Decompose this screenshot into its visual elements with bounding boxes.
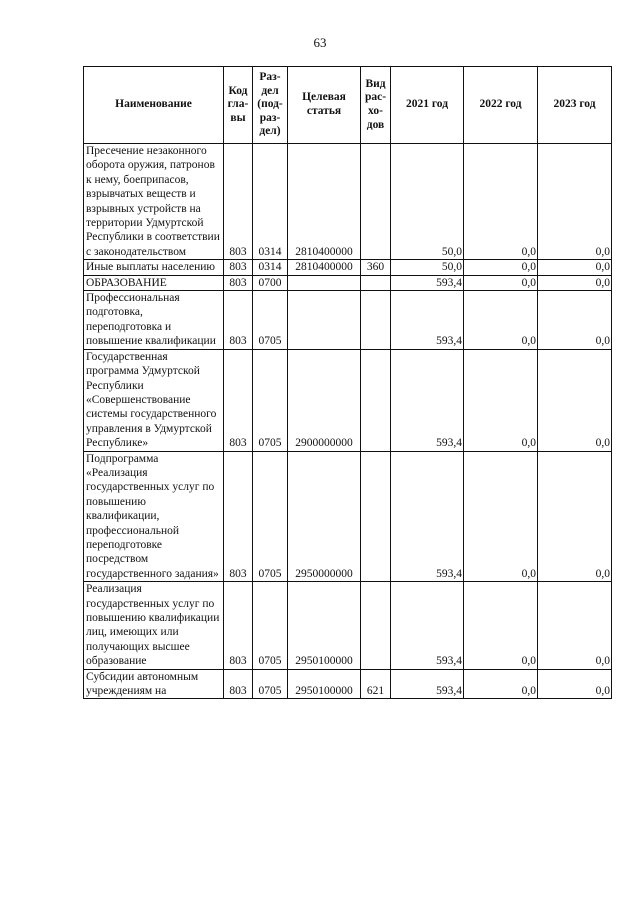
row-name: Подпрограмма «Реализация государственных услуг по повышению квалификации, профессиональной переподготовке посредством государственного задания»	[84, 451, 224, 582]
header-target-article: Целевая статья	[288, 67, 361, 144]
row-name: Пресечение незаконного оборота оружия, патронов к нему, боеприпасов, взрывчатых веществ и взрывных устройств на территории Удмуртской Республики в соответствии с законодательством	[84, 144, 224, 260]
row-target-article: 2810400000	[288, 260, 361, 275]
row-expense-kind	[361, 582, 391, 669]
row-expense-kind	[361, 275, 391, 290]
row-2021: 593,4	[391, 451, 464, 582]
header-chapter-code: Код гла- вы	[224, 67, 253, 144]
row-2022: 0,0	[464, 349, 538, 451]
row-expense-kind	[361, 349, 391, 451]
table-row	[84, 349, 612, 451]
row-name: Реализация государственных услуг по повышению квалификации лиц, имеющих или получающих высшее образование	[84, 582, 224, 669]
row-chapter-code: 803	[224, 260, 253, 275]
row-target-article: 2810400000	[288, 144, 361, 260]
row-2022: 0,0	[464, 669, 538, 699]
row-2023: 0,0	[538, 275, 612, 290]
row-target-article: 2950000000	[288, 451, 361, 582]
table-row	[84, 275, 612, 290]
row-2023: 0,0	[538, 291, 612, 350]
row-section: 0705	[253, 349, 288, 451]
row-name: Иные выплаты населению	[84, 260, 224, 275]
table-row	[84, 451, 612, 582]
row-target-article: 2950100000	[288, 669, 361, 699]
header-2023: 2023 год	[538, 67, 612, 144]
row-expense-kind	[361, 451, 391, 582]
row-expense-kind: 621	[361, 669, 391, 699]
row-chapter-code: 803	[224, 275, 253, 290]
row-name: Субсидии автономным учреждениям на	[84, 669, 224, 699]
table-row	[84, 669, 612, 699]
row-expense-kind	[361, 291, 391, 350]
row-chapter-code: 803	[224, 451, 253, 582]
row-section: 0705	[253, 582, 288, 669]
row-chapter-code: 803	[224, 349, 253, 451]
row-2022: 0,0	[464, 451, 538, 582]
row-chapter-code: 803	[224, 582, 253, 669]
header-2022: 2022 год	[464, 67, 538, 144]
table-row	[84, 260, 612, 275]
budget-table	[83, 66, 612, 699]
row-chapter-code: 803	[224, 291, 253, 350]
table-row	[84, 291, 612, 350]
row-2021: 593,4	[391, 669, 464, 699]
row-section: 0700	[253, 275, 288, 290]
row-2022: 0,0	[464, 275, 538, 290]
row-2021: 50,0	[391, 260, 464, 275]
row-target-article: 2900000000	[288, 349, 361, 451]
row-2023: 0,0	[538, 669, 612, 699]
row-name: Государственная программа Удмуртской Республики «Совершенствование системы государственного управления в Удмуртской Республике»	[84, 349, 224, 451]
row-2022: 0,0	[464, 291, 538, 350]
table-row	[84, 144, 612, 260]
row-section: 0705	[253, 291, 288, 350]
row-section: 0705	[253, 451, 288, 582]
row-section: 0314	[253, 260, 288, 275]
row-2021: 593,4	[391, 349, 464, 451]
row-target-article	[288, 275, 361, 290]
row-name: Профессиональная подготовка, переподготовка и повышение квалификации	[84, 291, 224, 350]
row-2021: 593,4	[391, 291, 464, 350]
header-name: Наименование	[84, 67, 224, 144]
row-chapter-code: 803	[224, 144, 253, 260]
header-2021: 2021 год	[391, 67, 464, 144]
table-header-row	[84, 67, 612, 144]
row-2021: 50,0	[391, 144, 464, 260]
row-expense-kind	[361, 144, 391, 260]
row-expense-kind: 360	[361, 260, 391, 275]
header-section: Раз- дел (под- раз- дел)	[253, 67, 288, 144]
row-2022: 0,0	[464, 144, 538, 260]
row-section: 0705	[253, 669, 288, 699]
row-chapter-code: 803	[224, 669, 253, 699]
row-target-article: 2950100000	[288, 582, 361, 669]
row-2022: 0,0	[464, 260, 538, 275]
row-2023: 0,0	[538, 349, 612, 451]
row-2023: 0,0	[538, 582, 612, 669]
page-number: 63	[313, 35, 327, 50]
row-2023: 0,0	[538, 144, 612, 260]
row-target-article	[288, 291, 361, 350]
row-2023: 0,0	[538, 451, 612, 582]
row-name: ОБРАЗОВАНИЕ	[84, 275, 224, 290]
header-expense-kind: Вид рас- хо- дов	[361, 67, 391, 144]
row-2021: 593,4	[391, 582, 464, 669]
row-section: 0314	[253, 144, 288, 260]
table-row	[84, 582, 612, 669]
row-2022: 0,0	[464, 582, 538, 669]
row-2021: 593,4	[391, 275, 464, 290]
row-2023: 0,0	[538, 260, 612, 275]
